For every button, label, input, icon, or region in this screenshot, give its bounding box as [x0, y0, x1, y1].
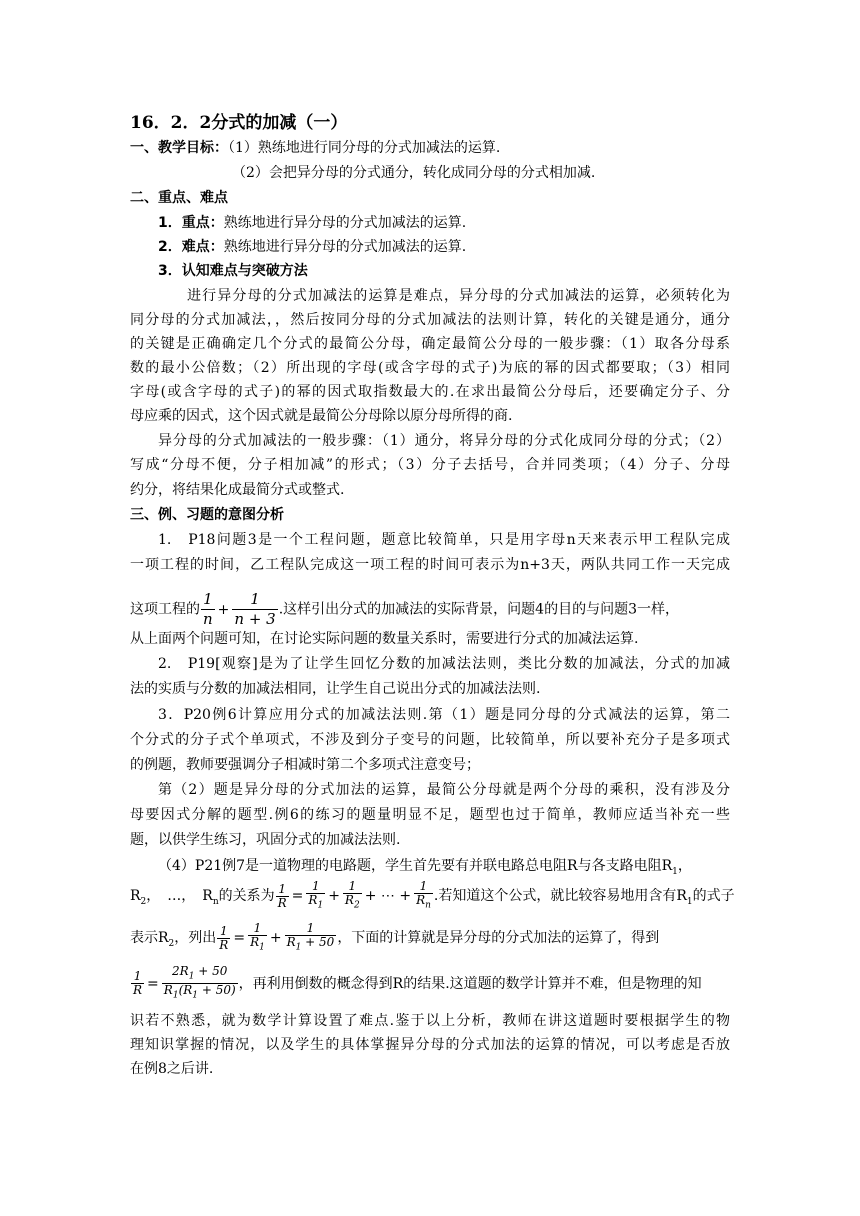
- teaching-goal-1: （1）熟练地进行同分母的分式加减法的运算.: [228, 140, 501, 156]
- paragraph-line: （4）P21例7是一道物理的电路题，学生首先要有并联电路总电阻R与各支路电阻$R_1$，: [158, 858, 692, 877]
- paragraph-line: 的关键是正确确定几个分式的最简公分母，确定最简公分母的一般步骤：（1）取各分母系: [130, 336, 730, 352]
- paragraph-line: 同分母的分式加减法，，然后按同分母的分式加减法的法则计算，转化的关键是通分，通分: [130, 312, 730, 328]
- paragraph-line: 理知识掌握的情况，以及学生的具体掌握异分母的分式加法的运算的情况，可以考虑是否放: [130, 1037, 730, 1053]
- formula-line: 表示$R_2$，列出 $\frac{1}{R}$ = $\frac{1}{R_1}$ + $\frac{1}{R_1 + 50}$ ，下面的计算就是异分母的分式加法的运算了，得到: [130, 921, 660, 953]
- fraction: $\frac{1}{R_1 + 50}$: [286, 921, 335, 953]
- key-point-item: 1．重点：熟练地进行异分母的分式加减法的运算.: [158, 215, 467, 231]
- paragraph-line: 在例8之后讲.: [130, 1061, 214, 1077]
- formula-line: $\frac{1}{R}$ = $\frac{2R_1 + 50}{R_1(R_1 + 50)}$ ，再利用倒数的概念得到R的结果.这道题的数学计算并不难，但是物理的知: [133, 964, 702, 1001]
- fraction: $\frac{1}{R}$: [133, 969, 143, 998]
- paragraph-line: 进行异分母的分式加减法的运算是难点，异分母的分式加减法的运算，必须转化为: [187, 288, 730, 304]
- paragraph-line: 个分式的分子式个单项式，不涉及到分子变号的问题，比较简单，所以要补充分子是多项式: [130, 732, 730, 748]
- formula-line: 这项工程的 $\frac{1}{n}$ + $\frac{1}{n + 3}$ .这样引出分式的加减法的实际背景，问题4的目的与问题3一样，: [130, 590, 679, 628]
- paragraph-line: 从上面两个问题可知，在讨论实际问题的数量关系时，需要进行分式的加减法运算.: [130, 631, 639, 647]
- teaching-goals-label: 一、教学目标：: [130, 140, 228, 156]
- fraction: $\frac{1}{R_2}$: [344, 879, 360, 911]
- paragraph-line: 法的实质与分数的加减法相同，让学生自己说出分式的加减法法则.: [130, 681, 541, 697]
- paragraph-line: 写成“分母不便，分子相加减”的形式；（3）分子去括号，合并同类项；（4）分子、分母: [130, 457, 730, 473]
- fraction: $\frac{1}{n + 3}$: [234, 590, 276, 628]
- paragraph-line: 约分，将结果化成最简分式或整式.: [130, 482, 345, 498]
- difficulty-item: 2．难点：熟练地进行异分母的分式加减法的运算.: [158, 239, 467, 255]
- fraction: $\frac{1}{R}$: [277, 881, 287, 910]
- paragraph-line: 1. P18问题3是一个工程问题，题意比较简单，只是用字母n天来表示甲工程队完成: [158, 532, 730, 548]
- fraction: $\frac{1}{R_n}$: [416, 879, 431, 911]
- fraction: $\frac{1}{R}$: [219, 923, 229, 952]
- document-title: 16．2．2分式的加减（一）: [130, 113, 348, 133]
- fraction: $\frac{1}{R_1}$: [308, 879, 324, 911]
- paragraph-line: 数的最小公倍数；（2）所出现的字母(或含字母的式子)为底的幂的因式都要取；（3）相同: [130, 360, 730, 376]
- cognition-method-heading: 3．认知难点与突破方法: [158, 263, 308, 279]
- paragraph-line: 2. P19[观察]是为了让学生回忆分数的加减法法则，类比分数的加减法，分式的加减: [158, 656, 730, 672]
- teaching-goal-2: （2）会把异分母的分式通分，转化成同分母的分式相加减.: [232, 165, 596, 181]
- formula-line: $R_2$， …， $R_n$的关系为 $\frac{1}{R}$ = $\frac{1}{R_1}$ + $\frac{1}{R_2}$ + ⋯ + $\frac{1}{R_n}$ .若知道这个公式，就比较容易地用含有$R_1$的式子: [130, 879, 735, 911]
- fraction: $\frac{1}{R_1}$: [250, 921, 265, 953]
- paragraph-line: 的例题，教师要强调分子相减时第二个多项式注意变号；: [130, 757, 480, 773]
- teaching-goals-line-1: [130, 138, 730, 158]
- paragraph-line: 题，以供学生练习，巩固分式的加减法法则.: [130, 832, 401, 848]
- paragraph-line: 第（2）题是异分母的分式加法的运算，最简公分母就是两个分母的乘积，没有涉及分: [158, 782, 730, 798]
- paragraph-line: 识若不熟悉，就为数学计算设置了难点.鉴于以上分析，教师在讲这道题时要根据学生的物: [130, 1013, 730, 1029]
- key-points-heading: 二、重点、难点: [130, 190, 228, 206]
- examples-heading: 三、例、习题的意图分析: [130, 507, 284, 523]
- fraction: $\frac{1}{n}$: [203, 590, 213, 628]
- fraction: $\frac{2R_1 + 50}{R_1(R_1 + 50)}$: [163, 964, 236, 1001]
- paragraph-line: 异分母的分式加减法的一般步骤：（1）通分，将异分母的分式化成同分母的分式；（2）: [158, 433, 730, 449]
- paragraph-line: 母要因式分解的题型.例6的练习的题量明显不足，题型也过于简单，教师应适当补充一些: [130, 807, 730, 823]
- paragraph-line: 一项工程的时间，乙工程队完成这一项工程的时间可表示为n+3天，两队共同工作一天完成: [130, 557, 730, 573]
- paragraph-line: 3．P20例6计算应用分式的加减法法则.第（1）题是同分母的分式减法的运算，第二: [158, 707, 730, 723]
- paragraph-line: 字母(或含字母的式子)的幂的因式取指数最大的.在求出最简公分母后，还要确定分子、分: [130, 384, 730, 400]
- paragraph-line: 母应乘的因式，这个因式就是最简公分母除以原分母所得的商.: [130, 408, 513, 424]
